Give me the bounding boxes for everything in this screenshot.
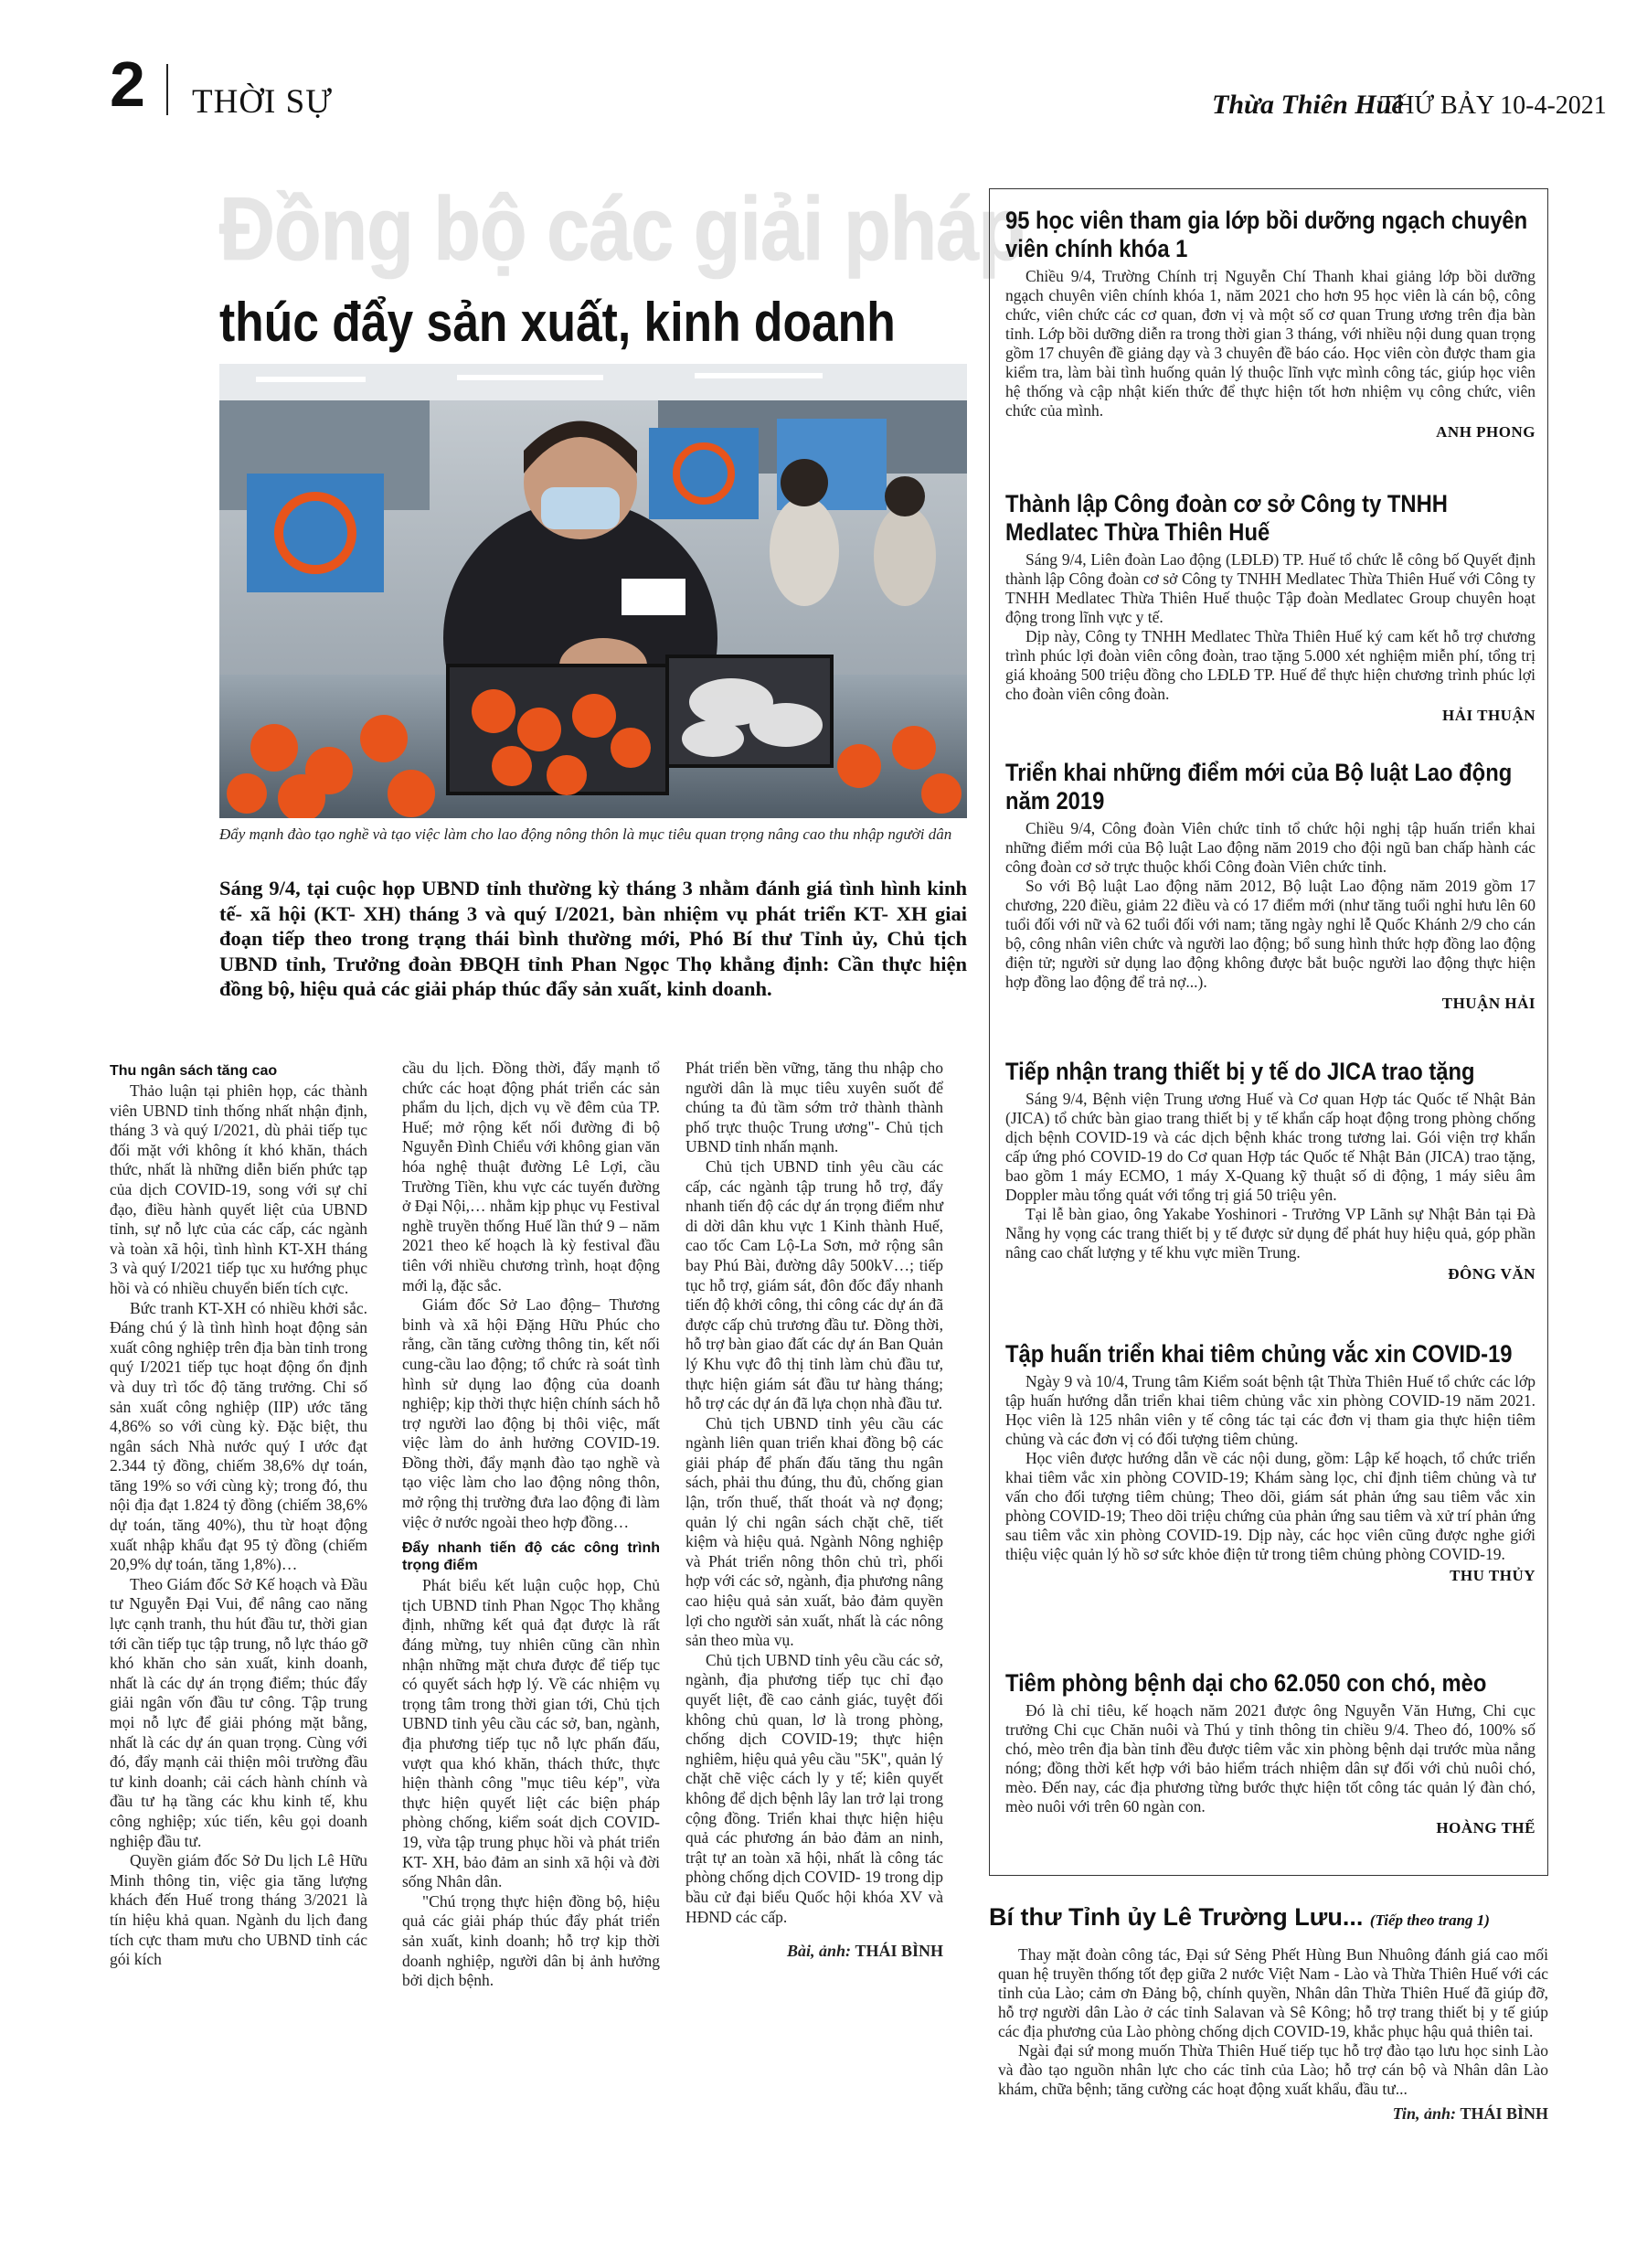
brief-byline: THUẬN HẢI: [1441, 995, 1535, 1012]
paragraph: Thảo luận tại phiên họp, các thành viên UBND tỉnh thống nhất nhận định, tháng 3 và quý I/2021, dù phải tiếp tục đối mặt với không ít khó khăn, thách thức, nhất là những diễn biến phức tạp của dịch COVID-19, song với sự chỉ đạo, điều hành quyết liệt của UBND tỉnh, sự nỗ lực của các cấp, các ngành và toàn xã hội, tình hình KT-XH tháng 3 và quý I/2021 tiếp tục xu hướng phục hồi và có nhiều chuyển biến tích cực.: [110, 1081, 367, 1297]
brief-byline: ĐÔNG VĂN: [1448, 1265, 1535, 1283]
brief-title: Triển khai những điểm mới của Bộ luật Lao động năm 2019: [1005, 759, 1513, 815]
brief-body: Chiều 9/4, Trường Chính trị Nguyễn Chí Thanh khai giảng lớp bồi dưỡng ngạch chuyên viên chính khóa 1, năm 2021 cho hơn 95 học viên là cán bộ, công chức, viên chức các cơ quan, đơn vị và một số cơ quan Trung ương trên địa bàn tỉnh. Lớp bồi dưỡng diễn ra trong thời gian 3 tháng, với nhiều nội dung quan trọng gồm 17 chuyên đề giảng dạy và 3 chuyên đề báo cáo. Học viên còn được tham gia kiểm tra, làm bài tình huống quản lý thuộc lĩnh vực mình công tác, giúp học viên hệ thống và cập nhật kiến thức để thực hiện tốt hơn nhiệm vụ công chức, viên chức của mình.: [1005, 267, 1535, 420]
brief-story: [1005, 759, 1535, 1013]
article-lead: Sáng 9/4, tại cuộc họp UBND tỉnh thường kỳ tháng 3 nhằm đánh giá tình hình kinh tế- xã hội (KT- XH) tháng 3 và quý I/2021, bàn nhiệm vụ phát triển KT- XH giai đoạn tiếp theo trong trạng thái bình thường mới, Phó Bí thư Tỉnh ủy, Chủ tịch UBND tỉnh, Trưởng đoàn ĐBQH tỉnh Phan Ngọc Thọ khẳng định: Cần thực hiện đồng bộ, hiệu quả các giải pháp thúc đẩy sản xuất, kinh doanh.: [219, 877, 967, 1000]
signature-name: THÁI BÌNH: [1460, 2104, 1548, 2123]
brief-body: So với Bộ luật Lao động năm 2012, Bộ luật Lao động năm 2019 gồm 17 chương, 220 điều, giảm 22 điều và có 17 điểm mới (như tăng tuổi nghỉ hưu lên 60 tuổi đối với nữ và 62 tuổi đối với nam; tăng ngày nghỉ lễ Quốc Khánh 2/9 cho cán bộ, công nhân viên chức và người lao động; bổ sung hình thức hợp đồng lao động điện tử; người sử dụng lao động không được bắt buộc người lao động thực hiện hợp đồng lao động để trả nợ...).: [1005, 877, 1535, 991]
brief-story: [1005, 490, 1535, 725]
brief-title: Tập huấn triển khai tiêm chủng vắc xin COVID-19: [1005, 1340, 1513, 1368]
headline-main: Đồng bộ các giải pháp: [219, 178, 1025, 279]
paragraph: Thay mặt đoàn công tác, Đại sứ Sẻng Phết Hùng Bun Nhuông đánh giá cao mối quan hệ truyền thống tốt đẹp giữa 2 nước Việt Nam - Lào và Thừa Thiên Huế với các tỉnh của Lào; cảm ơn Đảng bộ, chính quyền, Nhân dân Thừa Thiên Huế đã giúp đỡ, hỗ trợ người dân Lào ở các tỉnh Salavan và Sê Kông; hỗ trợ trang thiết bị y tế giúp các địa phương của Lào phòng chống dịch COVID-19, khắc phục hậu quả thiên tai.: [998, 1945, 1548, 2040]
brief-title: 95 học viên tham gia lớp bồi dưỡng ngạch chuyên viên chính khóa 1: [1005, 207, 1528, 262]
headline-sub: thúc đẩy sản xuất, kinh doanh: [219, 292, 896, 353]
paragraph: "Chú trọng thực hiện đồng bộ, hiệu quả các giải pháp thúc đẩy phát triển sản xuất, kinh doanh; hỗ trợ kịp thời doanh nghiệp, người dân bị ảnh hưởng bởi dịch bệnh.: [402, 1891, 660, 1990]
subhead: Đẩy nhanh tiến độ các công trình trọng điểm: [402, 1540, 660, 1574]
brief-title: Tiếp nhận trang thiết bị y tế do JICA trao tặng: [1005, 1058, 1475, 1085]
continued-headline: Bí thư Tỉnh ủy Lê Trường Lưu...: [989, 1903, 1364, 1931]
paragraph: Theo Giám đốc Sở Kế hoạch và Đầu tư Nguyễn Đại Vui, để nâng cao năng lực cạnh tranh, thu hút đầu tư, thời gian tới cần tiếp tục tập trung, nỗ lực tháo gỡ khó khăn cho sản xuất, kinh doanh, nhất là các dự án trọng điểm; thúc đẩy giải ngân vốn đầu tư công. Tập trung mọi nỗ lực để giải phóng mặt bằng, nhất là các dự án quan trọng. Cùng với đó, đẩy mạnh cải thiện môi trường đầu tư kinh doanh; cải cách hành chính và đầu tư hạ tầng các khu kinh tế, khu công nghiệp; xúc tiến, kêu gọi doanh nghiệp đầu tư.: [110, 1574, 367, 1850]
brief-body: Sáng 9/4, Bệnh viện Trung ương Huế và Cơ quan Hợp tác Quốc tế Nhật Bản (JICA) tổ chức bàn giao trang thiết bị y tế khẩn cấp hoạt động trong phòng chống dịch bệnh COVID-19 và các dịch bệnh khác trong tương lai. Gói viện trợ khẩn cấp ứng phó COVID-19 do Cơ quan Hợp tác Quốc tế Nhật Bản (JICA) trao tặng, bao gồm 1 máy ECMO, 1 máy X-Quang kỹ thuật số di động, 1 máy siêu âm Doppler màu tổng quát với tổng trị giá 50 triệu yên.: [1005, 1090, 1535, 1204]
article-signature: [685, 1942, 943, 1962]
header-divider: [166, 64, 168, 115]
brief-title: Tiêm phòng bệnh dại cho 62.050 con chó, mèo: [1005, 1669, 1487, 1697]
brief-body: Đó là chỉ tiêu, kế hoạch năm 2021 được ông Nguyễn Văn Hưng, Chi cục trưởng Chi cục Chăn nuôi và Thú y tỉnh thông tin chiều 9/4. Theo đó, 100% số chó, mèo trên địa bàn tỉnh đều được tiêm vắc xin phòng bệnh dại trước mùa nắng nóng; đồng thời kết hợp với bảo hiểm trách nhiệm dân sự đối với chủ nuôi chó, mèo. Đến nay, các địa phương từng bước thực hiện tốt công tác quản lý đàn chó, mèo nuôi với trên 60 ngàn con.: [1005, 1701, 1535, 1815]
brief-title: Thành lập Công đoàn cơ sở Công ty TNHH Medlatec Thừa Thiên Huế: [1005, 490, 1448, 546]
continued-title: [989, 1903, 1548, 1934]
paper-name: Thừa Thiên Huế: [1212, 90, 1404, 120]
brief-byline: HOÀNG THẾ: [1436, 1819, 1535, 1837]
brief-body: Ngày 9 và 10/4, Trung tâm Kiểm soát bệnh tật Thừa Thiên Huế tổ chức các lớp tập huấn hướng dẫn triển khai tiêm chủng vắc xin phòng COVID-19 năm 2021. Học viên là 125 nhân viên y tế công tác tại các đơn vị tham gia thực hiện tiêm chủng và các đơn vị có đối tượng tiêm chủng.: [1005, 1372, 1535, 1448]
article-column-3: [685, 1059, 943, 1962]
signature-name: THÁI BÌNH: [855, 1942, 943, 1961]
brief-byline: HẢI THUẬN: [1442, 707, 1535, 724]
signature-label: Bài, ảnh:: [786, 1942, 851, 1961]
article-photo: [219, 364, 967, 818]
brief-body: Chiều 9/4, Công đoàn Viên chức tỉnh tổ chức hội nghị tập huấn triển khai những điểm mới của Bộ luật Lao động năm 2019 cho đội ngũ ban chấp hành các công đoàn cơ sở trực thuộc khối Công đoàn Viên chức tỉnh.: [1005, 819, 1535, 876]
paragraph: Phát biểu kết luận cuộc họp, Chủ tịch UBND tỉnh Phan Ngọc Thọ khẳng định, những kết quả đạt được là rất đáng mừng, tuy nhiên cũng cần nhìn nhận những mặt chưa được để tiếp tục có quyết sách hợp lý. Về các nhiệm vụ trọng tâm trong thời gian tới, Chủ tịch UBND tỉnh yêu cầu các sở, ban, ngành, địa phương tiếp tục nỗ lực phấn đấu, vượt qua khó khăn, thách thức, thực hiện thành công "mục tiêu kép", vừa thực hiện quyết liệt các biện pháp phòng chống, kiểm soát dịch COVID-19, vừa tập trung phục hồi và phát triển KT- XH, bảo đảm an sinh xã hội và đời sống Nhân dân.: [402, 1576, 660, 1891]
article-column-2: [402, 1059, 660, 1991]
paragraph: Chủ tịch UBND tỉnh yêu cầu các ngành liên quan triển khai đồng bộ các giải pháp để phấn đấu tăng thu ngân sách, phải thu đúng, thu đủ, chống gian lận, trốn thuế, thất thoát và nợ đọng; quản lý chi ngân sách chặt chẽ, tiết kiệm và hiệu quả. Ngành Nông nghiệp và Phát triển nông thôn chủ trì, phối hợp với các sở, ngành, địa phương nâng cao hiệu quả sản xuất, bảo đảm quyền lợi cho người sản xuất, nhất là các nông sản theo mùa vụ.: [685, 1413, 943, 1650]
section-title: THỜI SỰ: [192, 83, 333, 121]
issue-date: THỨ BẢY 10-4-2021: [1380, 91, 1607, 120]
paragraph: cầu du lịch. Đồng thời, đẩy mạnh tổ chức các hoạt động phát triển các sản phẩm du lịch, dịch vụ về đêm của TP. Huế; mở rộng kết nối đường đi bộ Nguyễn Đình Chiểu với không gian văn hóa nghệ thuật đường Lê Lợi, cầu Trường Tiền, khu vực các tuyến đường ở Đại Nội,… nhằm kịp phục vụ Festival nghề truyền thống Huế lần thứ 9 – năm 2021 theo kế hoạch là kỳ festival đầu tiên với nhiều chương trình, hoạt động mới lạ, đặc sắc.: [402, 1059, 660, 1294]
brief-body: Học viên được hướng dẫn về các nội dung, gồm: Lập kế hoạch, tổ chức triển khai tiêm vắc xin phòng COVID-19; Khám sàng lọc, chỉ định tiêm chủng và tư vấn cho đối tượng tiêm chủng; Theo dõi, giám sát phản ứng sau tiêm vắc xin phòng COVID-19; Theo dõi triệu chứng của phản ứng sau tiêm và xử trí phản ứng sau tiêm vắc xin phòng COVID-19. Dịp này, các học viên cũng được nghe giới thiệu việc quản lý hồ sơ sức khỏe điện tử trong tiêm chủng phòng COVID-19.: [1005, 1449, 1535, 1563]
paragraph: Bức tranh KT-XH có nhiều khởi sắc. Đáng chú ý là tình hình hoạt động sản xuất công nghiệp trên địa bàn tỉnh trong quý I/2021 tiếp tục hoạt động ổn định và duy trì tốc độ tăng trưởng. Chỉ số sản xuất công nghiệp (IIP) ước tăng 4,86% so với cùng kỳ. Đặc biệt, thu ngân sách Nhà nước quý I ước đạt 2.344 tỷ đồng, chiếm 38,6% dự toán, tăng 19% so với cùng kỳ; trong đó, thu nội địa đạt 1.824 tỷ đồng (chiếm 38,6% dự toán, tăng 40%), thu từ hoạt động xuất nhập khẩu đạt 95 tỷ đồng (chiếm 20,9% dự toán, tăng 1,8%)…: [110, 1298, 367, 1574]
brief-body: Sáng 9/4, Liên đoàn Lao động (LĐLĐ) TP. Huế tổ chức lễ công bố Quyết định thành lập Công đoàn cơ sở Công ty TNHH Medlatec Thừa Thiên Huế với Công ty TNHH Medlatec Thừa Thiên Huế thuộc Tập đoàn Medlatec Group chuyên hoạt động trong lĩnh vực y tế.: [1005, 550, 1535, 626]
continued-from-label: (Tiếp theo trang 1): [1369, 1911, 1490, 1929]
paragraph: Chủ tịch UBND tỉnh yêu cầu các sở, ngành, địa phương tiếp tục chỉ đạo quyết liệt, đề cao cảnh giác, tuyệt đối không chủ quan, lơ là trong phòng, chống dịch COVID-19; thực hiện nghiêm, hiệu quả yêu cầu "5K", quản lý chặt chẽ việc cách ly y tế; kiên quyết không để dịch bệnh lây lan trở lại trong cộng đồng. Triển khai thực hiện hiệu quả các phương án bảo đảm an ninh, trật tự an toàn xã hội, nhất là công tác phòng chống dịch COVID- 19 trong dịp bầu cử đại biểu Quốc hội khóa XV và HĐND các cấp.: [685, 1650, 943, 1926]
brief-body: Dịp này, Công ty TNHH Medlatec Thừa Thiên Huế ký cam kết hỗ trợ chương trình phúc lợi đoàn viên công đoàn, trao tặng 5.000 xét nghiệm miễn phí, tổng trị giá khoảng 500 triệu đồng cho LĐLĐ TP. Huế để thực hiện chương trình phúc lợi cho đoàn viên công đoàn.: [1005, 627, 1535, 703]
paragraph: Quyền giám đốc Sở Du lịch Lê Hữu Minh thông tin, việc gia tăng lượng khách đến Huế trong tháng 3/2021 là tín hiệu khả quan. Ngành du lịch đang tích cực tham mưu cho UBND tỉnh các gói kích: [110, 1851, 367, 1969]
brief-byline: ANH PHONG: [1436, 423, 1535, 441]
brief-story: [1005, 207, 1535, 442]
brief-story: [1005, 1058, 1535, 1283]
paragraph: Chủ tịch UBND tỉnh yêu cầu các cấp, các ngành tập trung hỗ trợ, đẩy nhanh tiến độ các dự án trọng điểm như di dời dân khu vực 1 Kinh thành Huế, cao tốc Cam Lộ-La Sơn, mở rộng sân bay Phú Bài, đường dây 500kV…; tiếp tục hỗ trợ, giám sát, đôn đốc đẩy nhanh tiến độ khởi công, thi công các dự án đã được cấp chủ trương đầu tư. Đồng thời, hỗ trợ bàn giao đất các dự án Ban Quản lý Khu vực đô thị tỉnh làm chủ đầu tư, thực hiện giám sát đầu tư hàng tháng; hỗ trợ các dự án đã lựa chọn nhà đầu tư.: [685, 1156, 943, 1413]
photo-caption: Đẩy mạnh đào tạo nghề và tạo việc làm cho lao động nông thôn là mục tiêu quan trọng nâng cao thu nhập người dân: [219, 825, 952, 843]
brief-story: [1005, 1669, 1535, 1837]
paragraph: Giám đốc Sở Lao động– Thương binh và xã hội Đặng Hữu Phúc cho rằng, cần tăng cường thông tin, kết nối cung-cầu lao động; tổ chức rà soát tình hình sử dụng lao động của doanh nghiệp; kịp thời thực hiện chính sách hỗ trợ người lao động bị thôi việc, mất việc làm do ảnh hưởng COVID-19. Đồng thời, đẩy mạnh đào tạo nghề và tạo việc làm cho lao động nông thôn, mở rộng thị trường đưa lao động đi làm việc ở nước ngoài theo hợp đồng…: [402, 1295, 660, 1531]
brief-byline: THU THỦY: [1450, 1567, 1535, 1584]
brief-story: [1005, 1340, 1535, 1585]
paragraph: Ngài đại sứ mong muốn Thừa Thiên Huế tiếp tục hỗ trợ đào tạo lưu học sinh Lào và đào tạo nguồn nhân lực cho các tỉnh của Lào; hỗ trợ cán bộ và Nhân dân Lào khám, chữa bệnh; tăng cường các hoạt động xuất khẩu, đầu tư...: [998, 2041, 1548, 2098]
brief-body: Tại lễ bàn giao, ông Yakabe Yoshinori - Trưởng VP Lãnh sự Nhật Bản tại Đà Nẵng hy vọng các trang thiết bị y tế được sử dụng để phát huy hiệu quả, góp phần nâng cao chất lượng y tế khu vực miền Trung.: [1005, 1205, 1535, 1262]
continued-signature: [998, 2104, 1548, 2124]
article-column-1: [110, 1062, 367, 1970]
continued-story: [989, 1903, 1548, 2124]
paragraph: Phát triển bền vững, tăng thu nhập cho người dân là mục tiêu xuyên suốt để chúng ta đủ tầm sớm trở thành thành phố trực thuộc Trung ương"- Chủ tịch UBND tỉnh nhấn mạnh.: [685, 1059, 943, 1156]
subhead: Thu ngân sách tăng cao: [110, 1063, 278, 1079]
signature-label: Tin, ảnh:: [1392, 2104, 1456, 2123]
page-number: 2: [110, 48, 145, 120]
